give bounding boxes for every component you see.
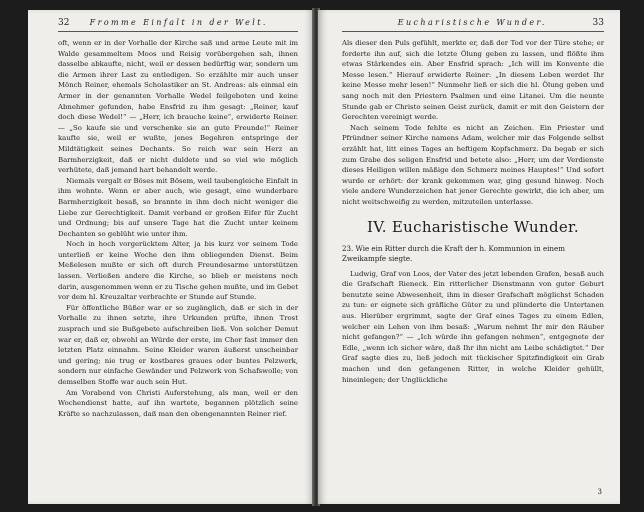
- right-page: [318, 10, 620, 504]
- left-page-number: 32: [58, 18, 70, 28]
- right-page-header: [342, 18, 604, 32]
- paragraph: Für öffentliche Büßer war er so zugänglich, daß er sich in der Vorhalle zu ihnen setzte, ihre Urkunden prüfte, ihnen Trost zusprach und sie Bußgebete aufschreiben ließ. Von solcher Demut war er, daß er, obwohl an Würde der erste, im Chor fast immer den letzten Platz einnahm. Seine Kleider waren äußerst unscheinbar und gering; nie trug er kostbares graues oder buntes Pelzwerk, sondern nur einfache Gewänder und Pelzwerk von Schafswolle; von demselben Stoffe war auch sein Hut.: [58, 303, 298, 386]
- chapter-title: IV. Eucharistische Wunder.: [367, 217, 579, 236]
- right-running-head: Eucharistische Wunder.: [397, 18, 547, 27]
- paragraph: Als dieser den Puls gefühlt, merkte er, daß der Tod vor der Türe stehe; er forderte ihn auf, sich die letzte Ölung geben zu lassen, und flößte ihm etwas Stärkendes ein. Aber Ensfrid sprach: „Ich will im Konvente die Messe lesen.“ Hierauf erwiderte Reiner: „In diesem Leben werdet Ihr keine Messe mehr lesen!“ Nunmehr ließ er sich die hl. Ölung geben und sang noch mit den Priestern Psalmen und eine Litanei. Um die neunte Stunde gab er Christo seinen Geist zurück, damit er mit den Geistern der Gerechten vereinigt werde.: [342, 39, 604, 122]
- left-page-header: [58, 18, 298, 32]
- section-title: 23. Wie ein Ritter durch die Kraft der h. Kommunion in einem Zweikampfe siegte.: [342, 243, 565, 264]
- paragraph: Niemals vergalt er Böses mit Bösem, weil taubengleiche Einfalt in ihm wohnte. Wenn er aber auch, wie gesagt, eine wunderbare Barmherzigkeit besaß, so brannte in ihm doch nicht weniger die Liebe zur Gerechtigkeit. Damit verband er großen Eifer für Zucht und Ordnung; bis auf unsere Tage hat die Zucht unter keinem Dechanten so geblüht wie unter ihm.: [58, 176, 298, 238]
- paragraph: Nach seinem Tode fehlte es nicht an Zeichen. Ein Priester und Pfründner seiner Kirche namens Adam, welcher mir das Folgende selbst erzählt hat, litt eines Tages an heftigem Kopfschmerz. Da begab er sich zum Grabe des seligen Ensfrid und betete also: „Herr, um der Verdienste dieses Heiligen willen mäßige den Schmerz meines Hauptes!“ Und sofort wurde er erhört: der krank gekommen war, ging gesund hinweg. Noch viele andere Wunderzeichen hat jener Gerechte gewirkt, die ich aber, um nicht weitschweifig zu werden, mitzuteilen unterlasse.: [342, 123, 604, 206]
- left-page: [28, 10, 314, 504]
- paragraph: Noch in hoch vorgerücktem Alter, ja bis kurz vor seinem Tode unterließ er keine Woche den ihm obliegenden Dienst. Beim Meßelesen mußte er sich oft durch Freundesarme unterstützen lassen. Verließen andere die Kirche, so blieb er meistens noch darin, ausgenommen wenn er zu Tische gehen mußte, und im Gebet vor dem hl. Kreuzaltar verbrachte er Stunde auf Stunde.: [58, 240, 298, 302]
- right-page-number: 33: [592, 18, 604, 28]
- paragraph: oft, wenn er in der Vorhalle der Kirche saß und arme Leute mit im Walde gesammeltem Moos und Reisig vorübergehen sah, ihnen dasselbe abkaufte, nicht, weil er dessen bedürftig war, sondern um die Armen ihrer Last zu entledigen. So erzählte mir auch unser Mönch Reiner, ehemals Scholastiker an St. Andreas: als einmal ein Armer in der genannten Vorhalle Wedel feilgeboten und keine Abnehmer gefunden, habe Ensfrid zu ihm gesagt: „Reiner, kauf doch diese Wedel!“ — „Herr, ich brauche keine“, erwiderte Reiner. — „So kaufe sie und verschenke sie an gute Freunde!“ Reiner kaufte sie, weil er wußte, jenes Begehren entspringe der Mildtätigkeit seines Dechants. So reich war sein Herz an Barmherzigkeit, daß er nicht duldete und so viel wie möglich verhütete, daß jemand hart behandelt werde.: [58, 39, 298, 175]
- paragraph: Am Vorabend von Christi Auferstehung, als man, weil er den Wochendienst hatte, auf ihn wartete, begannen plötzlich seine Kräfte so nachzulassen, daß man den obengenannten Reiner rief.: [58, 388, 298, 418]
- right-page-body: [342, 38, 604, 385]
- paragraph: Ludwig, Graf von Loos, der Vater des jetzt lebenden Grafen, besaß auch die Grafschaft Rieneck. Ein ritterlicher Dienstmann von guter Geburt benutzte seine Abwesenheit, ihm in dieser Grafschaft möglichst Schaden zu tun: er eignete sich gräfliche Güter zu und plünderte die Untertanen aus. Hierüber ergrimmt, sagte der Graf eines Tages zu einem Edlen, welcher ein Lehen von ihm besaß: „Warum nehmt Ihr mir den Räuber nicht gefangen?“ — „Ich würde ihn gefangen nehmen“, entgegnete der Edle, „wenn ich sicher wäre, daß Ihr ihn nicht am Leibe schädigtet.“ Der Graf sagte dies zu, ließ jedoch mit tückischer Spitzfindigkeit ein Grab machen und den gefangenen Ritter, in welche Kleider gehüllt, hineinlegen; der Unglückliche: [342, 269, 604, 384]
- left-running-head: Fromme Einfalt in der Welt.: [89, 18, 268, 27]
- signature-mark: 3: [597, 488, 602, 496]
- left-page-body: [58, 38, 298, 419]
